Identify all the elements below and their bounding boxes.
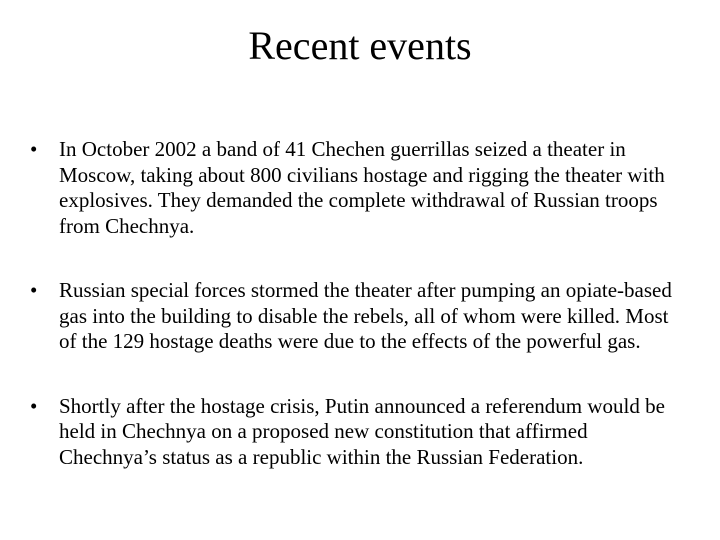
bullet-text: Russian special forces stormed the theater after pumping an opiate-based gas into the building to disable the rebels, all of whom were killed. Most of the 129 hostage deaths were due to the effects of the powerful gas. — [59, 278, 672, 353]
bullet-icon: • — [30, 137, 38, 161]
bullet-item — [30, 394, 690, 471]
bullet-icon: • — [30, 393, 38, 418]
bullet-item — [30, 137, 690, 239]
bullet-list — [30, 137, 690, 470]
bullet-item — [30, 278, 690, 355]
bullet-text: In October 2002 a band of 41 Chechen guerrillas seized a theater in Moscow, taking about 800 civilians hostage and rigging the theater with explosives. They demanded the complete withdrawal of Russian troops from Chechnya. — [59, 137, 665, 238]
bullet-text: Shortly after the hostage crisis, Putin announced a referendum would be held in Chechnya on a proposed new constitution that affirmed Chechnya’s status as a republic within the Russian Federation. — [59, 393, 665, 469]
bullet-icon: • — [30, 278, 38, 302]
slide-title: Recent events — [248, 23, 472, 68]
